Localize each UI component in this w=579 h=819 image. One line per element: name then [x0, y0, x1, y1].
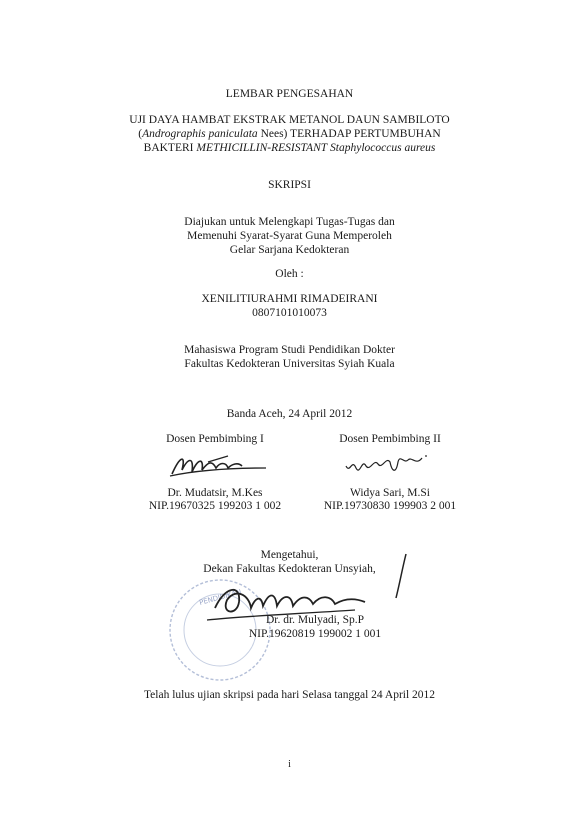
purpose-line-3: Gelar Sarjana Kedokteran	[229, 244, 350, 256]
approval-label: Mengetahui,	[260, 549, 319, 561]
exam-pass-note: Telah lulus ujian skripsi pada hari Selasa tanggal 24 April 2012	[143, 689, 436, 701]
supervisor-1-role: Dosen Pembimbing I	[166, 433, 264, 445]
dean-signature-stroke	[392, 552, 412, 602]
dean-name: Dr. dr. Mulyadi, Sp.P	[265, 614, 365, 626]
supervisor-2-role: Dosen Pembimbing II	[339, 433, 441, 445]
place-date: Banda Aceh, 24 April 2012	[226, 408, 353, 420]
thesis-title-line-1: UJI DAYA HAMBAT EKSTRAK METANOL DAUN SAMBILOTO	[129, 114, 450, 126]
supervisor-2-name: Widya Sari, M.Si	[349, 487, 431, 499]
supervisor-2-signature	[342, 448, 432, 478]
page-header: LEMBAR PENGESAHAN	[225, 88, 354, 100]
supervisor-1-signature	[168, 448, 273, 482]
supervisor-1-nip: NIP.19670325 199203 1 002	[148, 500, 282, 512]
affiliation-line-1: Mahasiswa Program Studi Pendidikan Dokter	[184, 344, 395, 356]
page-number: i	[288, 759, 291, 770]
by-label: Oleh :	[275, 268, 304, 280]
document-type: SKRIPSI	[268, 179, 311, 191]
dean-position: Dekan Fakultas Kedokteran Unsyiah,	[203, 563, 376, 575]
thesis-title-line-3: BAKTERI METHICILLIN-RESISTANT Staphylococcus aureus	[143, 142, 436, 154]
dean-nip: NIP.19620819 199002 1 001	[248, 628, 382, 640]
species-name: Andrographis paniculata	[142, 128, 258, 140]
svg-text:PENDIDIKAN: PENDIDIKAN	[198, 587, 243, 607]
author-nim: 0807101010073	[252, 307, 327, 319]
purpose-line-1: Diajukan untuk Melengkapi Tugas-Tugas dan	[184, 216, 395, 228]
purpose-line-2: Memenuhi Syarat-Syarat Guna Memperoleh	[187, 230, 392, 242]
affiliation-line-2: Fakultas Kedokteran Universitas Syiah Kuala	[184, 358, 395, 370]
supervisor-1-name: Dr. Mudatsir, M.Kes	[167, 487, 263, 499]
supervisor-2-nip: NIP.19730830 199903 2 001	[323, 500, 457, 512]
author-name: XENILITIURAHMI RIMADEIRANI	[201, 293, 378, 305]
thesis-title-line-2: (Andrographis paniculata Nees) TERHADAP PERTUMBUHAN	[138, 128, 441, 140]
